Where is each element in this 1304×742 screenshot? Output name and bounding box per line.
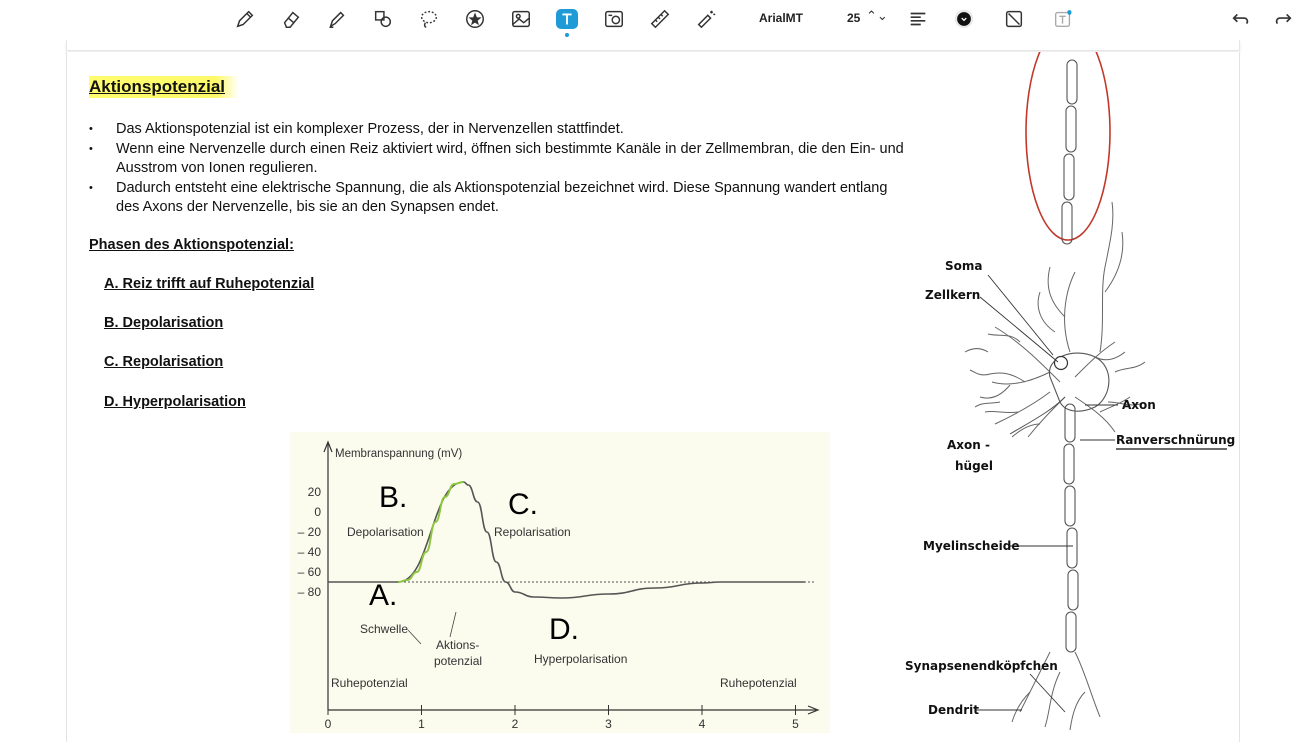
x-tick-label: 2 [511, 717, 519, 731]
y-axis-label: Membranspannung (mV) [335, 448, 463, 460]
myelin-segment [1066, 612, 1076, 652]
action-potential-chart[interactable] [290, 432, 830, 733]
label-ruhepotenzial-left: Ruhepotenzial [331, 676, 408, 690]
myelin-segment [1065, 486, 1075, 526]
bullet-item: • Das Aktionspotenzial ist ein komplexer Prozess, der in Nervenzellen stattfindet. [89, 120, 909, 140]
aktionspotenzial-pointer [450, 612, 456, 637]
align-left-icon[interactable] [905, 6, 931, 32]
shapes-icon[interactable] [370, 6, 396, 32]
label-synapsenendkoepfchen: Synapsenendköpfchen [905, 659, 1058, 673]
y-tick-label: – 60 [297, 565, 321, 579]
x-tick-label: 5 [792, 717, 799, 731]
label-axon: Axon [1122, 398, 1156, 412]
highlight-ellipse [1026, 52, 1110, 240]
label-axonhuegel-2: hügel [955, 459, 993, 473]
label-depolarisation: Depolarisation [347, 525, 424, 539]
previous-page-edge [66, 40, 1240, 51]
neuron-drawing[interactable] [900, 52, 1240, 733]
page-title[interactable]: Aktionspotenzial [89, 76, 239, 98]
label-ruhepotenzial-right: Ruhepotenzial [720, 676, 797, 690]
highlighter-icon[interactable] [324, 6, 350, 32]
x-tick-label: 3 [605, 717, 612, 731]
myelin-segment [1067, 60, 1077, 104]
bullet-item: • Dadurch entsteht eine elektrische Spannung, die als Aktionspotenzial bezeichnet wird. Diese Spannung wandert entlang des Axons der Nervenzelle, bis sie an den Synapsen endet. [89, 179, 909, 218]
axon-myelin-segments [1062, 60, 1078, 652]
schwelle-pointer [408, 630, 421, 644]
myelin-segment [1067, 528, 1077, 568]
eraser-icon[interactable] [278, 6, 304, 32]
y-tick-label: 20 [307, 485, 321, 499]
label-schwelle: Schwelle [360, 622, 409, 636]
x-tick-label: 0 [324, 717, 332, 731]
phase-c[interactable]: C. Repolarisation [104, 354, 224, 370]
phase-a[interactable]: A. Reiz trifft auf Ruhepotenzial [104, 276, 315, 292]
label-myelinscheide: Myelinscheide [923, 539, 1020, 553]
label-zellkern: Zellkern [925, 288, 981, 302]
y-tick-label: – 80 [297, 585, 321, 599]
font-size-selector[interactable]: 25 [847, 11, 861, 25]
zellkern-nucleus [1055, 357, 1068, 370]
label-aktions: Aktions- [436, 638, 480, 652]
scan-icon[interactable] [601, 6, 627, 32]
x-tick-label: 4 [698, 717, 706, 731]
myelin-segment [1064, 444, 1074, 484]
label-big-b: B. [379, 481, 408, 514]
bullet-list[interactable] [89, 120, 909, 218]
myelin-segment [1062, 202, 1072, 244]
pen-icon[interactable] [232, 6, 258, 32]
toolbar [0, 0, 1304, 40]
x-tick-label: 1 [418, 717, 425, 731]
phases-heading[interactable]: Phasen des Aktionspotenzial: [89, 237, 294, 253]
font-name-selector[interactable]: ArialMT [759, 11, 804, 25]
myelin-segment [1066, 106, 1076, 152]
myelin-segment [1068, 570, 1078, 610]
ruler-icon[interactable] [647, 6, 673, 32]
phase-b[interactable]: B. Depolarisation [104, 315, 224, 331]
y-tick-label: 0 [314, 505, 321, 519]
lasso-icon[interactable] [416, 6, 442, 32]
label-hyperpolarisation: Hyperpolarisation [534, 652, 628, 666]
label-big-c: C. [508, 488, 538, 521]
text-color-icon[interactable] [951, 6, 977, 32]
label-potenzial: potenzial [434, 654, 483, 668]
undo-icon[interactable] [1228, 6, 1254, 32]
label-ranvierschnuerung: Ranverschnürung [1116, 433, 1236, 447]
label-big-a: A. [369, 579, 398, 612]
sticker-icon[interactable] [462, 6, 488, 32]
phase-d[interactable]: D. Hyperpolarisation [104, 394, 246, 410]
label-dendrit: Dendrit [928, 703, 979, 717]
y-tick-label: – 20 [297, 525, 321, 539]
text-tool-icon[interactable] [556, 9, 578, 29]
laser-pointer-icon[interactable] [693, 6, 719, 32]
label-axonhuegel-1: Axon - [947, 438, 990, 452]
label-big-d: D. [549, 613, 579, 646]
y-tick-label: – 40 [297, 545, 321, 559]
image-icon[interactable] [508, 6, 534, 32]
label-repolarisation: Repolarisation [494, 525, 571, 539]
stepper-chevron-icon[interactable]: ⌃⌄ [866, 8, 888, 23]
label-pointer-lines [975, 275, 1118, 712]
redo-icon[interactable] [1270, 6, 1296, 32]
background-fill-icon[interactable] [1001, 6, 1027, 32]
axonhuegel-arc [1010, 397, 1065, 434]
label-soma: Soma [945, 259, 983, 273]
myelin-segment [1064, 154, 1074, 200]
bullet-item: • Wenn eine Nervenzelle durch einen Reiz aktiviert wird, öffnen sich bestimmte Kanäle in der Zellmembran, die den Ein- und Ausstrom von Ionen regulieren. [89, 140, 909, 179]
text-style-icon[interactable] [1050, 6, 1076, 32]
